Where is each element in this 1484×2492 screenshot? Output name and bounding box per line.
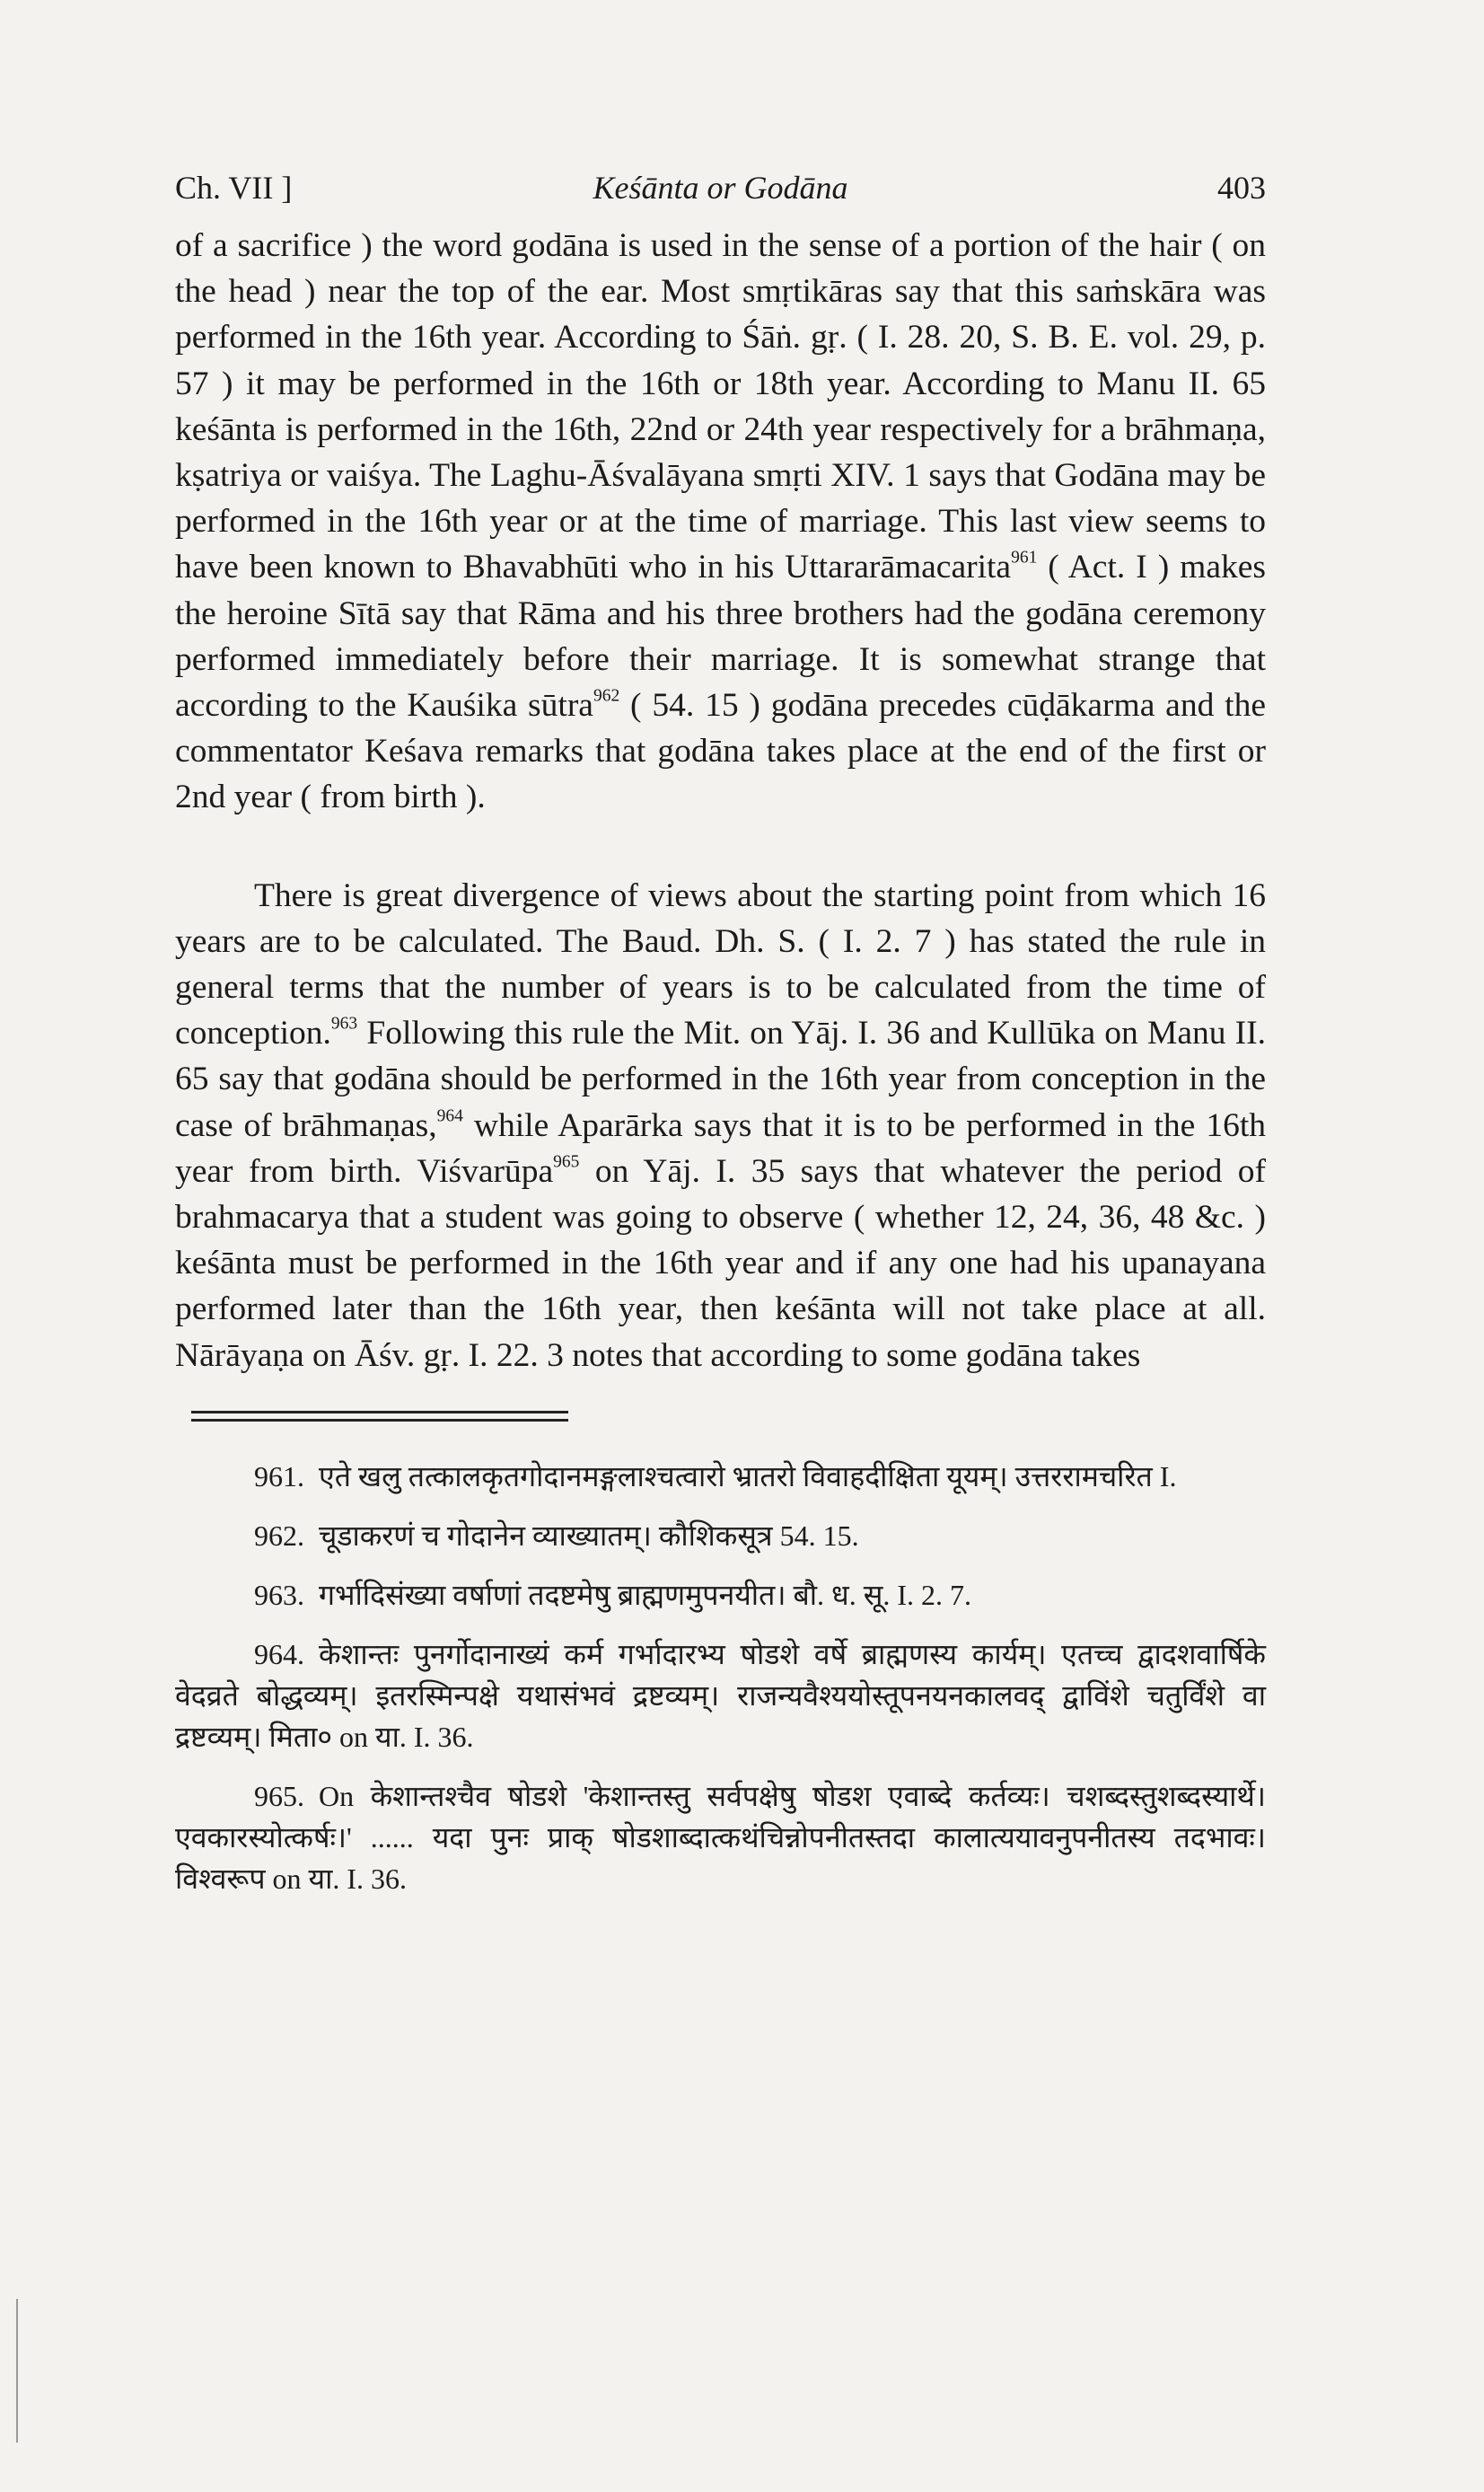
footnote-ref-961: 961: [1011, 548, 1038, 568]
book-page: [175, 153, 1266, 1917]
running-title: Keśānta or Godāna: [593, 170, 848, 206]
footnote-divider: [191, 1411, 568, 1413]
footnote-ref-963: 963: [330, 1014, 358, 1034]
footnote-ref-962: 962: [593, 686, 620, 706]
footnote-text: On केशान्तश्चैव षोडशे 'केशान्तस्तु सर्वपक्षेषु षोडश एवाब्दे कर्तव्यः। चशब्दस्तुशब्दस्यार्थे। एवकारस्योत्कर्षः।' ...... यदा पुनः प्राक् षोडशाब्दात्कथंचिन्नोपनीतस्तदा कालात्ययावनुपनीतस्य तदभावः। विश्वरूप on या. I. 36.: [175, 1779, 1266, 1895]
paragraph-1-text-a: of a sacrifice ) the word godāna is used in the sense of a portion of the hair ( on the head ) near the top of the ear. Most smṛtikāras say that this saṁskāra was performed in the 16th year. According to Śāṅ. gṛ. ( I. 28. 20, S. B. E. vol. 29, p. 57 ) it may be performed in the 16th or 18th year. According to Manu II. 65 keśānta is performed in the 16th, 22nd or 24th year respectively for a brāhmaṇa, kṣatriya or vaiśya. The Laghu-Āśvalāyana smṛti XIV. 1 says that Godāna may be performed in the 16th year or at the time of marriage. This last view seems to have been known to Bhavabhūti who in his Uttararāmacarita: [175, 227, 1266, 586]
footnote-text: चूडाकरणं च गोदानेन व्याख्यातम्। कौशिकसूत्र 54. 15.: [319, 1519, 859, 1552]
footnote-number: 965.: [254, 1779, 304, 1812]
running-header: [175, 153, 1266, 216]
footnote-ref-965: 965: [553, 1152, 580, 1172]
footnote-divider-second: [191, 1419, 568, 1422]
left-margin-mark: [16, 2299, 18, 2443]
paragraph-1-text-c: ( 54. 15 ) godāna precedes cūḍākarma and the commentator Keśava remarks that godāna takes place at the end of the first or 2nd year ( from birth ).: [175, 687, 1266, 816]
footnote-number: 962.: [254, 1519, 304, 1552]
paragraph-2-text-d: on Yāj. I. 35 says that whatever the period of brahmacarya that a student was going to observe ( whether 12, 24, 36, 48 &c. ) keśānta must be performed in the 16th year and if any one had his upanayana performed later than the 16th year, then keśānta will not take place at all. Nārāyaṇa on Āśv. gṛ. I. 22. 3 notes that according to some godāna takes: [175, 1152, 1267, 1374]
chapter-label: Ch. VII ]: [175, 170, 293, 206]
footnote-text: केशान्तः पुनर्गोदानाख्यं कर्म गर्भादारभ्य षोडशे वर्षे ब्राह्मणस्य कार्यम्। एतच्च द्वादशवार्षिके वेदव्रते बोद्धव्यम्। इतरस्मिन्पक्षे यथासंभवं द्रष्टव्यम्। राजन्यवैश्ययोस्तूपनयनकालवद् द्वाविंशे चतुर्विंशे वा द्रष्टव्यम्। मिता० on या. I. 36.: [175, 1637, 1266, 1753]
paragraph-2-text-c: while Aparārka says that it is to be performed in the 16th year from birth. Viśvarūpa: [175, 1106, 1267, 1190]
footnote-962: [175, 1515, 1266, 1556]
footnote-number: 963.: [254, 1578, 304, 1611]
paragraph-1: [175, 223, 1266, 821]
footnote-number: 961.: [254, 1459, 304, 1493]
footnote-number: 964.: [254, 1637, 304, 1670]
footnote-963: [175, 1574, 1266, 1616]
paragraph-2: [175, 873, 1266, 1378]
footnote-ref-964: 964: [436, 1106, 463, 1126]
paragraph-1-text-b: ( Act. I ) makes the heroine Sītā say that Rāma and his three brothers had the godāna ceremony performed immediately before their marriage. It is somewhat strange that according to the Kauśika sūtra: [175, 549, 1266, 725]
page-number: 403: [1217, 170, 1266, 206]
paragraph-2-text-a: There is great divergence of views about the starting point from which 16 years are to be calculated. The Baud. Dh. S. ( I. 2. 7 ) has stated the rule in general terms that the number of years is to be calculated from the time of conception.: [175, 876, 1266, 1052]
footnote-text: एते खलु तत्कालकृतगोदानमङ्गलाश्चत्वारो भ्रातरो विवाहदीक्षिता यूयम्। उत्तररामचरित I.: [319, 1459, 1177, 1493]
footnote-text: गर्भादिसंख्या वर्षाणां तदष्टमेषु ब्राह्मणमुपनयीत। बौ. ध. सू. I. 2. 7.: [319, 1578, 971, 1611]
footnote-964: [175, 1633, 1266, 1757]
footnote-965: [175, 1775, 1266, 1899]
footnotes: [175, 1456, 1266, 1899]
paragraph-2-text-b: Following this rule the Mit. on Yāj. I. 36 and Kullūka on Manu II. 65 say that godāna should be performed in the 16th year from conception in the case of brāhmaṇas,: [175, 1015, 1266, 1144]
footnote-961: [175, 1456, 1266, 1497]
